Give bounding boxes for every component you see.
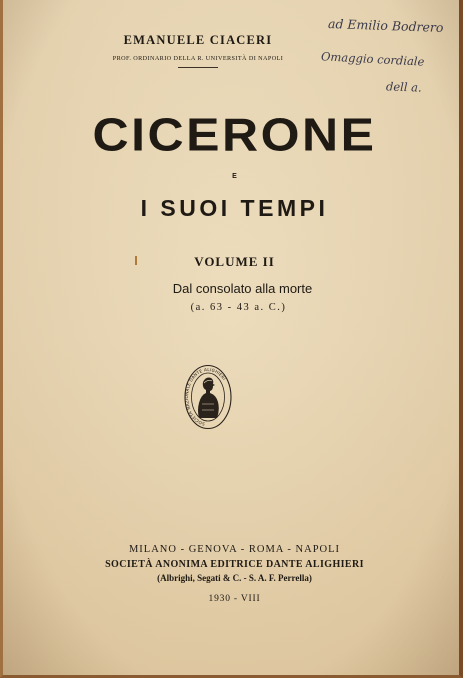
dedication-line-1: ad Emilio Bodrero (327, 15, 444, 36)
publisher-seal-dante-icon (184, 364, 232, 430)
author-name: EMANUELE CIACERI (123, 33, 273, 47)
book-subtitle: I SUOI TEMPI (140, 195, 329, 221)
seal-motto: SOCIETÀ NAZIONALE DANTE ALIGHIERI (184, 366, 227, 427)
imprint-printers: (Albrighi, Segati & C. - S. A. F. Perrella) (157, 573, 312, 583)
volume-part-title: Dal consolato alla morte (172, 281, 313, 296)
volume-label: VOLUME II (194, 254, 275, 269)
dedication-line-2: Omaggio cordiale (320, 49, 425, 69)
author-rule-divider (178, 67, 218, 68)
publication-year: 1930 - VIII (208, 594, 261, 604)
author-affiliation: PROF. ORDINARIO DELLA R. UNIVERSITÀ DI NAPOLI (112, 55, 284, 62)
imprint-publisher: SOCIETÀ ANONIMA EDITRICE DANTE ALIGHIERI (105, 559, 364, 570)
volume-date-range: (a. 63 - 43 a. C.) (190, 302, 287, 313)
title-conjunction: E (232, 173, 237, 180)
imprint-cities: MILANO - GENOVA - ROMA - NAPOLI (128, 544, 341, 555)
dedication-line-3: dell a. (385, 79, 422, 95)
book-title: CICERONE (92, 109, 377, 161)
